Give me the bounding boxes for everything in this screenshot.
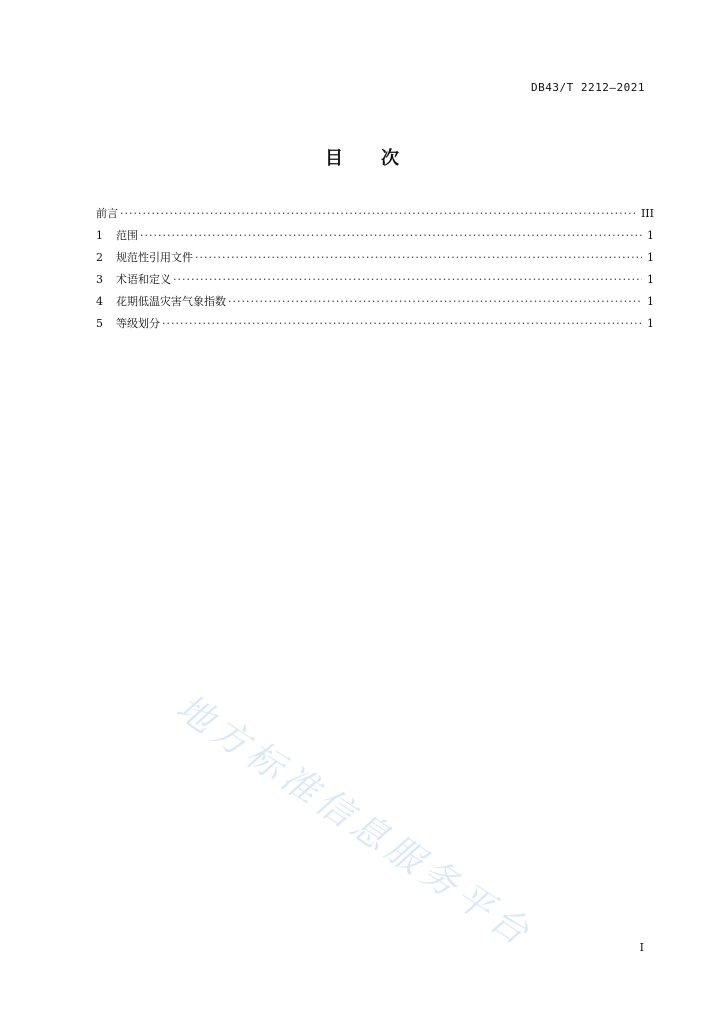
page-number: I xyxy=(639,941,644,954)
toc-entry-label: 花期低温灾害气象指数 xyxy=(116,295,226,308)
toc-entry-meteorological-index[interactable] xyxy=(96,294,654,316)
toc-leader-dots xyxy=(162,316,642,332)
toc-entry-page: 1 xyxy=(647,295,654,308)
toc-entry-grade-classification[interactable] xyxy=(96,316,654,338)
toc-entry-normative-references[interactable] xyxy=(96,250,654,272)
toc-entry-page: III xyxy=(640,207,654,220)
toc-entry-terms-definitions[interactable] xyxy=(96,272,654,294)
watermark-text: 地方标准信息服务平台 xyxy=(168,686,540,956)
toc-entry-scope[interactable] xyxy=(96,228,654,250)
toc-leader-dots xyxy=(140,228,642,244)
toc-entry-label: 规范性引用文件 xyxy=(116,251,193,264)
toc-entry-number: 5 xyxy=(96,317,103,330)
toc-entry-foreword[interactable] xyxy=(96,206,654,228)
toc-leader-dots xyxy=(120,206,637,222)
toc-entry-page: 1 xyxy=(647,317,654,330)
toc-entry-number: 1 xyxy=(96,229,103,242)
toc-entry-number: 3 xyxy=(96,273,103,286)
toc-entry-label: 术语和定义 xyxy=(116,273,171,286)
document-code: DB43/T 2212—2021 xyxy=(531,81,645,94)
toc-leader-dots xyxy=(228,294,642,310)
toc-entry-label: 范围 xyxy=(116,229,138,242)
toc-entry-number: 4 xyxy=(96,295,103,308)
toc-leader-dots xyxy=(195,250,642,266)
toc-entry-page: 1 xyxy=(647,273,654,286)
toc-entry-page: 1 xyxy=(647,251,654,264)
toc-entry-number: 2 xyxy=(96,251,103,264)
toc-entry-label: 等级划分 xyxy=(116,317,160,330)
toc-leader-dots xyxy=(173,272,642,288)
table-of-contents xyxy=(96,206,654,338)
toc-entry-label: 前言 xyxy=(96,207,118,220)
toc-title: 目次 xyxy=(325,148,437,169)
toc-entry-page: 1 xyxy=(647,229,654,242)
